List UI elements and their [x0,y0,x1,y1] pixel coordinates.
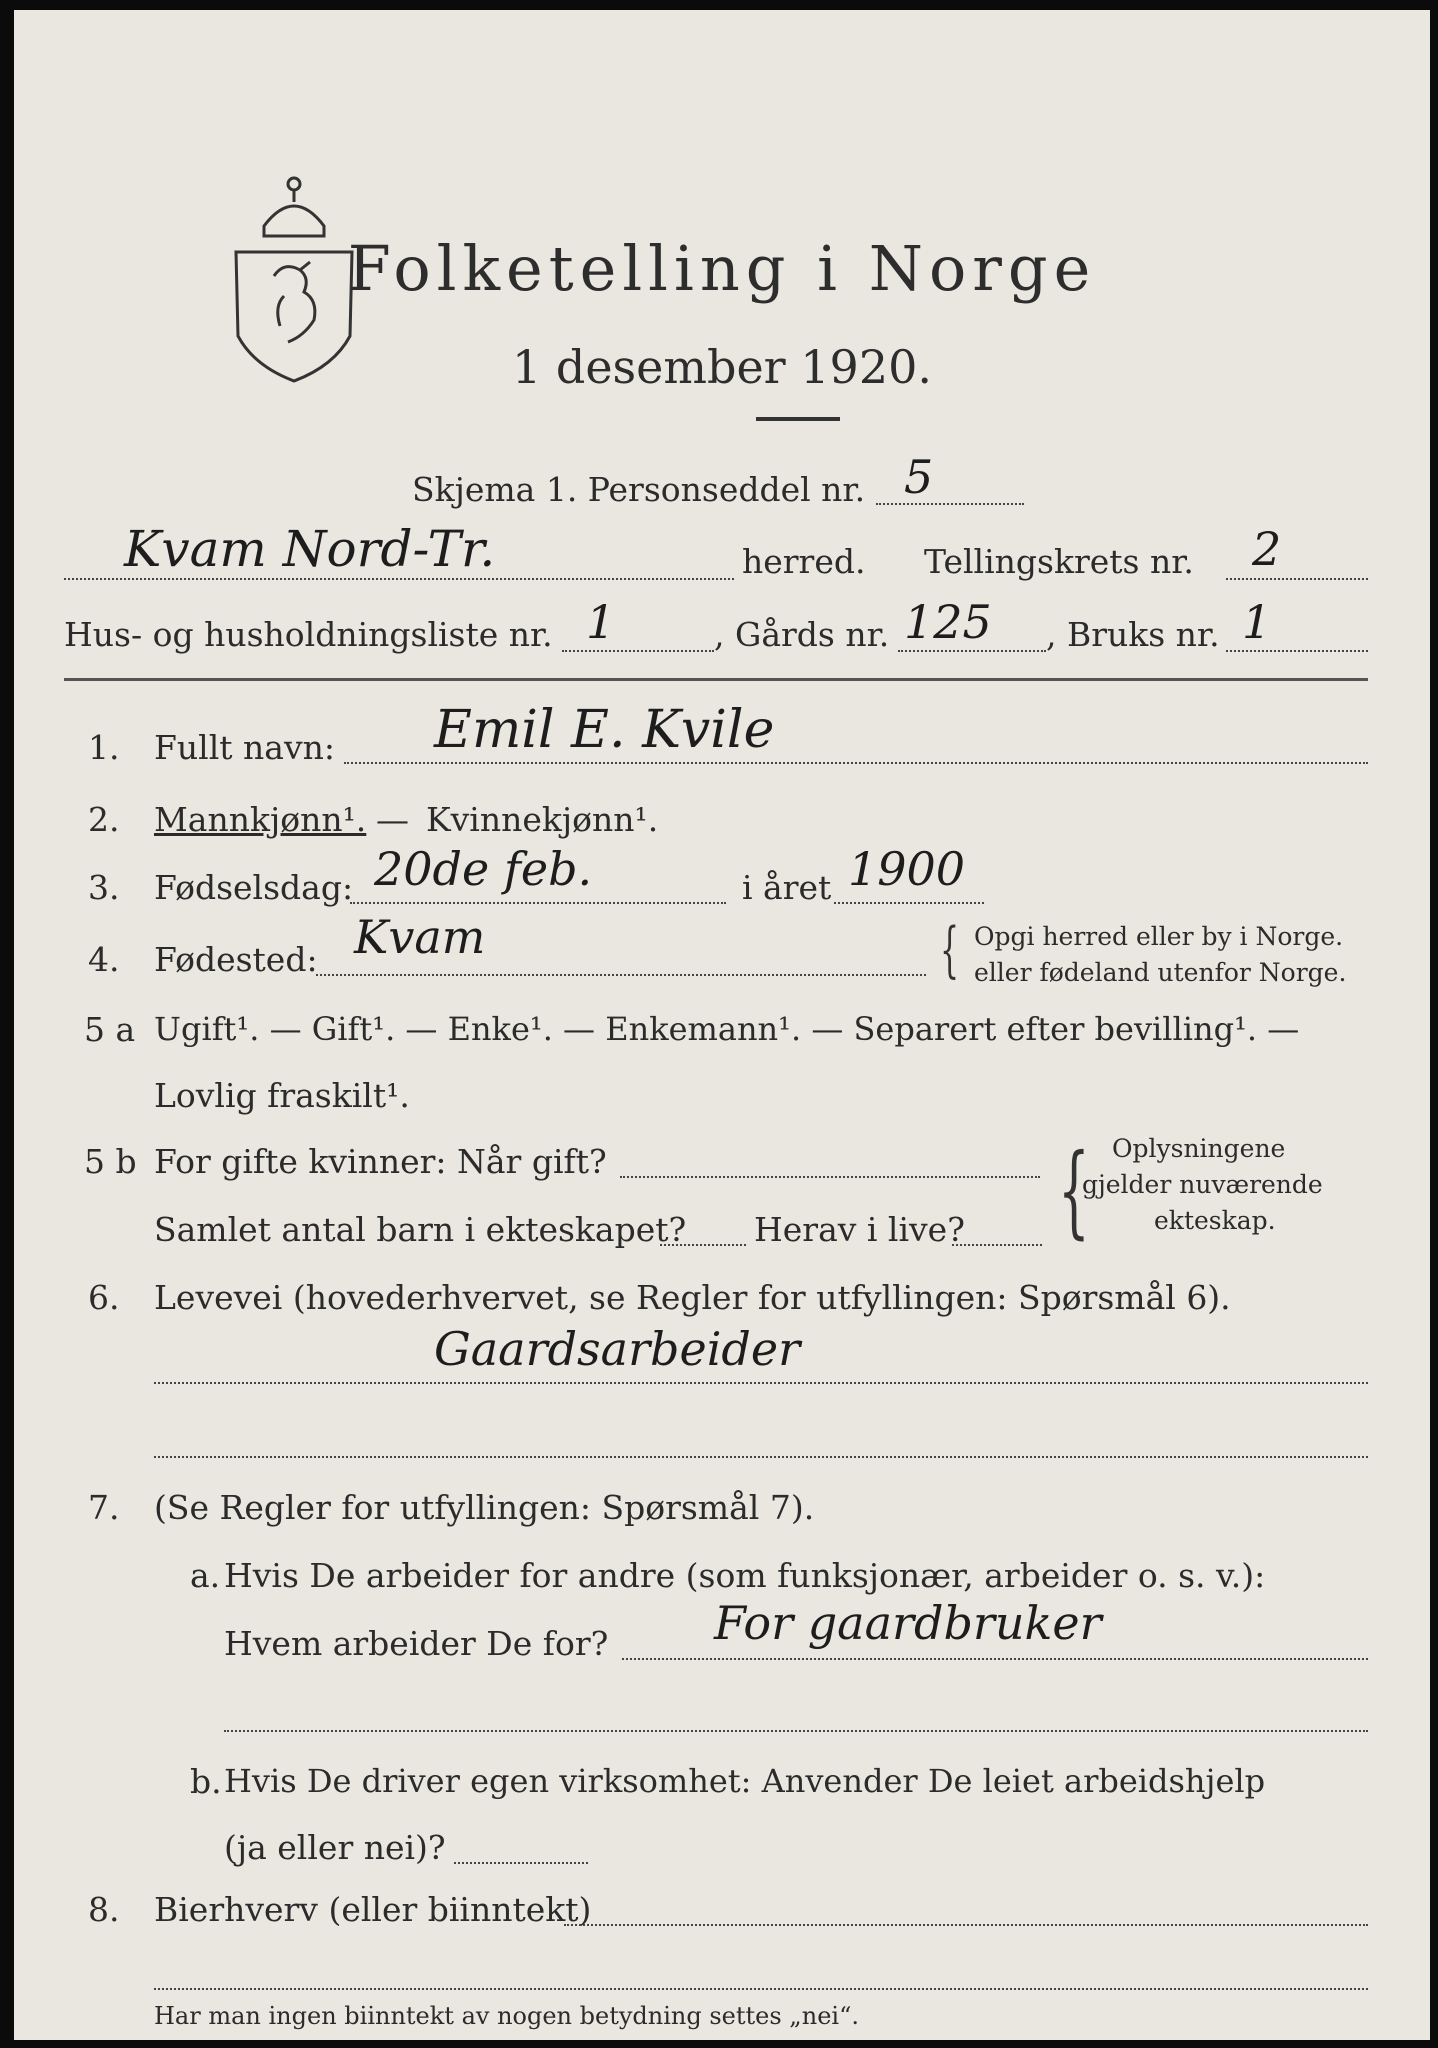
q5b-number: 5 b [84,1142,137,1181]
year-dotline [834,902,984,904]
q1-number: 1. [88,728,120,767]
employer-label: Hvem arbeider De for? [224,1624,609,1663]
bruks-label: , Bruks nr. [1046,615,1220,654]
occupation-dotline-1 [154,1382,1368,1384]
q4-number: 4. [88,940,120,979]
children-alive-label: Herav i live? [754,1210,965,1249]
q5b-note-line2: gjelder nuværende [1082,1170,1323,1199]
q3-label: Fødselsdag: [154,868,354,907]
tellingskrets-label: Tellingskrets nr. [924,542,1194,581]
q8-number: 8. [88,1890,120,1929]
q7b-text: Hvis De driver egen virksomhet: Anvender De leiet arbeidshjelp [224,1762,1266,1800]
hired-help-dotline [454,1862,588,1864]
q4-brace: { [940,915,960,985]
occupation-value[interactable]: Gaardsarbeider [434,1322,801,1376]
q5b-note-line3: ekteskap. [1154,1206,1276,1235]
q6-label: Levevei (hovederhvervet, se Regler for utfyllingen: Spørsmål 6). [154,1278,1231,1317]
hired-help-label: (ja eller nei)? [224,1828,446,1867]
hus-value[interactable]: 1 [586,595,616,649]
q8-label: Bierhverv (eller biinntekt) [154,1890,592,1929]
married-when-dotline [620,1176,1040,1178]
personseddel-number[interactable]: 5 [904,450,934,504]
hus-label: Hus- og husholdningsliste nr. [64,615,553,654]
bruks-dotline [1226,650,1368,652]
q4-label: Fødested: [154,940,318,979]
female-option[interactable]: Kvinnekjønn¹. [426,800,659,839]
title-divider [756,417,840,421]
skjema-dotline [876,503,1024,505]
q4-dotline [316,974,926,976]
herred-value[interactable]: Kvam Nord-Tr. [124,520,496,578]
footer-note: Har man ingen biinntekt av nogen betydning settes „nei“. [154,2002,859,2030]
q2-number: 2. [88,800,120,839]
marital-status-options[interactable]: Ugift¹. — Gift¹. — Enke¹. — Enkemann¹. — Separert efter bevilling¹. — [154,1010,1300,1048]
tellingskrets-value[interactable]: 2 [1252,522,1282,576]
birthday-value[interactable]: 20de feb. [374,842,593,896]
q5a-number: 5 a [84,1010,136,1049]
male-option[interactable]: Mannkjønn¹. [154,800,367,839]
occupation-dotline-2 [154,1456,1368,1458]
employer-value[interactable]: For gaardbruker [714,1596,1102,1650]
census-date: 1 desember 1920. [512,340,932,394]
herred-label: herred. [742,542,866,581]
gards-value[interactable]: 125 [904,595,992,649]
q4-note-line1: Opgi herred eller by i Norge. [974,922,1344,951]
gards-dotline [898,650,1046,652]
q7a-letter: a. [190,1556,221,1595]
side-income-dotline-2 [154,1988,1368,1990]
q5b-note-line1: Oplysningene [1112,1134,1286,1163]
hus-dotline [562,650,714,652]
gender-separator: — [376,800,409,839]
birthplace-value[interactable]: Kvam [354,910,486,964]
employer-dotline [622,1658,1368,1660]
year-label: i året [742,868,832,907]
q7-number: 7. [88,1488,120,1527]
married-when-label: For gifte kvinner: Når gift? [154,1142,607,1181]
side-income-dotline [564,1924,1368,1926]
q3-dotline [350,902,726,904]
herred-dotline [64,578,734,580]
divorced-option[interactable]: Lovlig fraskilt¹. [154,1076,410,1115]
employer-dotline-2 [224,1730,1368,1732]
header-divider [64,678,1368,681]
census-form-page [14,10,1430,2040]
gards-label: , Gårds nr. [714,615,890,654]
children-alive-dotline [952,1244,1042,1246]
q7-label: (Se Regler for utfyllingen: Spørsmål 7). [154,1488,815,1527]
q4-note-line2: eller fødeland utenfor Norge. [974,958,1347,987]
bruks-value[interactable]: 1 [1242,595,1272,649]
form-title: Folketelling i Norge [347,232,1097,305]
q1-dotline [344,762,1368,764]
q1-label: Fullt navn: [154,728,335,767]
q7b-letter: b. [190,1762,222,1801]
q6-number: 6. [88,1278,120,1317]
children-count-dotline [660,1244,746,1246]
q5b-brace: { [1058,1132,1090,1249]
q3-number: 3. [88,868,120,907]
tellingskrets-dotline [1226,578,1368,580]
skjema-label: Skjema 1. Personseddel nr. [412,470,866,509]
q7a-text: Hvis De arbeider for andre (som funksjonær, arbeider o. s. v.): [224,1556,1266,1595]
children-count-label: Samlet antal barn i ekteskapet? [154,1210,687,1249]
full-name-value[interactable]: Emil E. Kvile [434,700,775,760]
birth-year-value[interactable]: 1900 [848,842,966,896]
